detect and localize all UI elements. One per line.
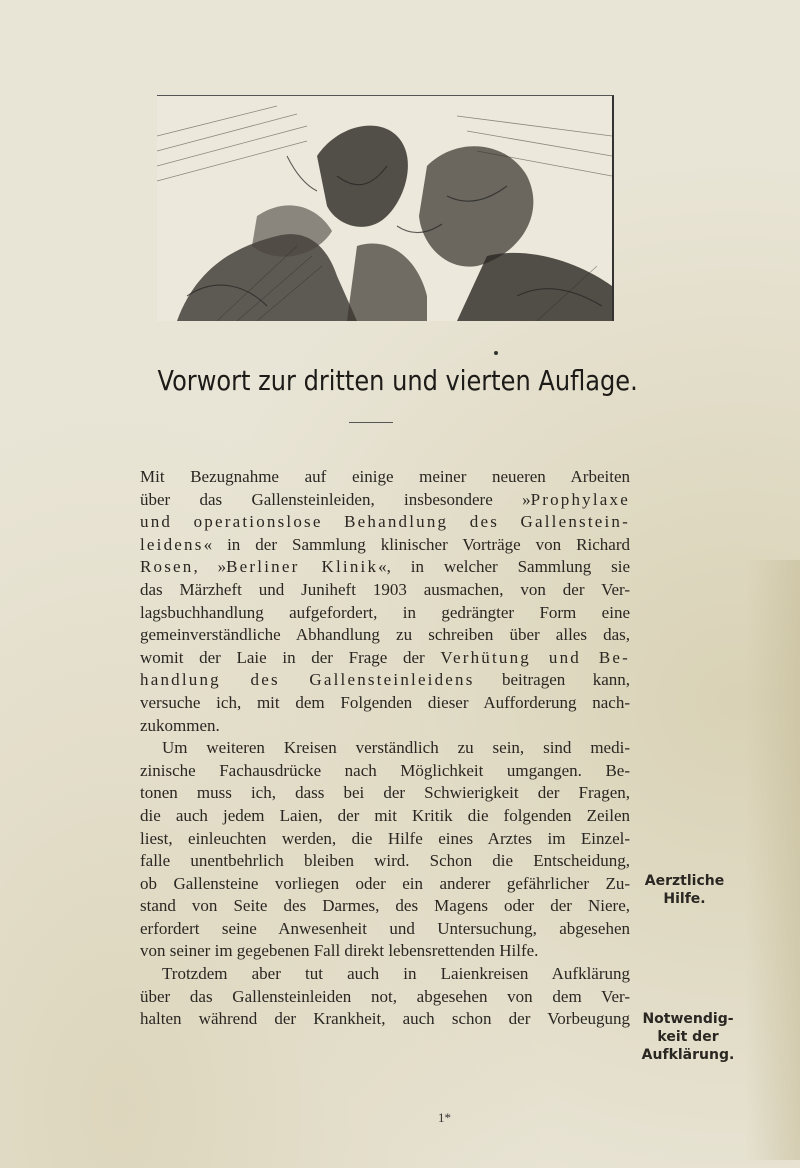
text-run: tonen muss ich, dass bei der Schwierigkeit der Fragen,	[140, 783, 630, 803]
text-run: lagsbuchhandlung aufgefordert, in gedrängter Form eine	[140, 602, 630, 622]
paragraph-1	[140, 466, 630, 737]
spaced-emphasis-text: Berliner Klinik	[226, 557, 379, 577]
spaced-emphasis-text: Rosen	[140, 557, 194, 577]
text-line	[140, 737, 630, 760]
text-line	[140, 895, 630, 918]
ink-speck	[494, 351, 498, 355]
body-text	[140, 466, 630, 1031]
text-line	[140, 782, 630, 805]
text-line	[140, 489, 630, 512]
text-line	[140, 511, 630, 534]
text-line	[140, 715, 630, 738]
text-line	[140, 466, 630, 489]
spaced-emphasis-text: Verhütung und Be-	[440, 647, 630, 667]
text-line	[140, 1008, 630, 1031]
text-run: von seiner im gegebenen Fall direkt lebensrettenden Hilfe.	[140, 941, 539, 961]
margin-note-line: Aerztliche	[644, 873, 725, 889]
spaced-emphasis-text: Prophylaxe	[530, 489, 630, 509]
margin-note-line: Aufklärung.	[641, 1047, 735, 1063]
text-run: gemeinverständliche Abhandlung zu schreiben über alles das,	[140, 625, 630, 645]
text-run: falle unentbehrlich bleiben wird. Schon die Entscheidung,	[140, 851, 630, 871]
text-run: Um weiteren Kreisen verständlich zu sein, sind medi-	[162, 738, 630, 758]
paragraph-3	[140, 963, 630, 1031]
margin-note-line: Hilfe.	[663, 891, 706, 907]
text-run: zukommen.	[140, 715, 220, 735]
text-run: die auch jedem Laien, der mit Kritik die folgenden Zeilen	[140, 805, 630, 825]
text-line	[140, 556, 630, 579]
text-line	[140, 918, 630, 941]
text-run: , »	[193, 557, 227, 577]
text-line	[140, 828, 630, 851]
page-title: Vorwort zur dritten und vierten Auflage.	[157, 364, 638, 397]
margin-note-line: Notwendig-	[642, 1011, 734, 1027]
text-line	[140, 602, 630, 625]
text-run: versuche ich, mit dem Folgenden dieser Aufforderung nach-	[140, 692, 630, 712]
text-line	[140, 805, 630, 828]
text-line	[140, 692, 630, 715]
text-line	[140, 647, 630, 670]
text-run: erfordert seine Anwesenheit und Untersuchung, abgesehen	[140, 918, 630, 938]
text-run: stand von Seite des Darmes, des Magens oder der Niere,	[140, 896, 630, 916]
margin-note-notwendigkeit	[634, 1010, 742, 1064]
text-line	[140, 534, 630, 557]
text-line	[140, 624, 630, 647]
text-line	[140, 873, 630, 896]
text-run: womit der Laie in der Frage der	[140, 647, 441, 667]
engraving-image	[157, 96, 612, 321]
text-run: das Märzheft und Juniheft 1903 ausmachen, von der Ver-	[140, 579, 630, 599]
headpiece-illustration	[157, 95, 614, 321]
text-run: zinische Fachausdrücke nach Möglichkeit umgangen. Be-	[140, 760, 630, 780]
text-run: ob Gallensteine vorliegen oder ein anderer gefährlicher Zu-	[140, 873, 630, 893]
text-line	[140, 760, 630, 783]
text-run: über das Gallensteinleiden not, abgesehen von dem Ver-	[140, 986, 630, 1006]
text-run: halten während der Krankheit, auch schon der Vorbeugung	[140, 1009, 630, 1029]
text-line	[140, 850, 630, 873]
margin-note-aerztliche-hilfe	[632, 872, 737, 908]
text-run: beitragen kann,	[474, 670, 630, 690]
page-stain	[745, 560, 800, 1160]
spaced-emphasis-text: und operationslose Behandlung des Gallenstein-	[140, 512, 630, 532]
text-line	[140, 963, 630, 986]
text-line	[140, 940, 630, 963]
page-folio: 1*	[438, 1110, 451, 1125]
text-line	[140, 986, 630, 1009]
text-line	[140, 669, 630, 692]
text-run: Mit Bezugnahme auf einige meiner neueren Arbeiten	[140, 467, 630, 486]
margin-note-line: keit der	[657, 1029, 719, 1045]
text-run: liest, einleuchten werden, die Hilfe eines Arztes im Einzel-	[140, 828, 630, 848]
text-line	[140, 579, 630, 602]
text-run: über das Gallensteinleiden, insbesondere »	[140, 489, 531, 509]
title-rule	[349, 422, 393, 423]
text-run: Trotzdem aber tut auch in Laienkreisen Aufklärung	[162, 964, 630, 984]
text-run: «, in welcher Sammlung sie	[378, 557, 631, 577]
text-run: « in der Sammlung klinischer Vorträge von Richard	[203, 534, 630, 554]
paragraph-2	[140, 737, 630, 963]
spaced-emphasis-text: leidens	[140, 534, 204, 554]
spaced-emphasis-text: handlung des Gallensteinleidens	[140, 670, 475, 690]
